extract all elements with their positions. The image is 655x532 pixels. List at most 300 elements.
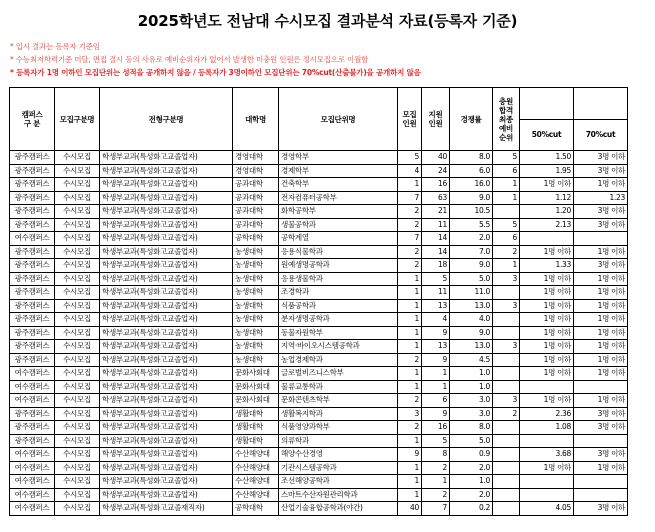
cell-cut70 xyxy=(574,475,628,489)
cell-unit: 의류학과 xyxy=(279,434,398,448)
cell-cut70: 3명 이하 xyxy=(574,421,628,435)
cell-cut50: 1명 이하 xyxy=(520,340,574,354)
cell-unit: 기관시스템공학과 xyxy=(279,461,398,475)
cell-quota: 2 xyxy=(398,421,422,435)
cell-admission: 학생부교과(특성화고교졸업자) xyxy=(100,461,233,475)
cell-campus: 여수캠퍼스 xyxy=(10,380,55,394)
cell-applicants: 13 xyxy=(422,299,450,313)
cell-waitlist: 3 xyxy=(493,340,520,354)
cell-cut70 xyxy=(574,434,628,448)
cell-type: 수시모집 xyxy=(55,191,100,205)
cell-campus: 여수캠퍼스 xyxy=(10,394,55,408)
cell-cut70: 1명 이하 xyxy=(574,326,628,340)
header-ratio: 경쟁률 xyxy=(450,88,493,151)
cell-cut70: 1명 이하 xyxy=(574,461,628,475)
cell-type: 수시모집 xyxy=(55,178,100,192)
cell-waitlist: 2 xyxy=(493,245,520,259)
note-registrant-basis: * 입시 결과는 등록자 기준임 xyxy=(10,42,100,51)
cell-quota: 9 xyxy=(398,448,422,462)
cell-ratio: 1.0 xyxy=(450,380,493,394)
cell-ratio: 11.0 xyxy=(450,286,493,300)
cell-waitlist: 3 xyxy=(493,299,520,313)
cell-ratio: 5.0 xyxy=(450,434,493,448)
cell-unit: 농업경제학과 xyxy=(279,353,398,367)
cell-unit: 산업기술융합공학과(야간) xyxy=(279,502,398,516)
table-row xyxy=(10,232,628,246)
cell-college: 공과대학 xyxy=(233,218,279,232)
cell-cut70: 1명 이하 xyxy=(574,178,628,192)
cell-college: 경영대학 xyxy=(233,151,279,165)
cell-cut70: 3명 이하 xyxy=(574,164,628,178)
table-row xyxy=(10,151,628,165)
cell-cut70 xyxy=(574,232,628,246)
cell-quota: 1 xyxy=(398,367,422,381)
cell-quota: 2 xyxy=(398,394,422,408)
cell-quota: 1 xyxy=(398,488,422,502)
cell-unit: 원예생명공학과 xyxy=(279,259,398,273)
cell-applicants: 63 xyxy=(422,191,450,205)
cell-cut50: 1명 이하 xyxy=(520,299,574,313)
cell-applicants: 13 xyxy=(422,340,450,354)
cell-waitlist xyxy=(493,421,520,435)
cell-admission: 학생부교과(특성화고교졸업자) xyxy=(100,475,233,489)
cell-ratio: 8.0 xyxy=(450,151,493,165)
cell-admission: 학생부교과(특성화고교졸업자) xyxy=(100,326,233,340)
cell-cut70: 3명 이하 xyxy=(574,259,628,273)
table-row xyxy=(10,178,628,192)
cell-campus: 광주캠퍼스 xyxy=(10,164,55,178)
cell-admission: 학생부교과(특성화고교졸업자) xyxy=(100,488,233,502)
cell-applicants: 5 xyxy=(422,272,450,286)
header-campus: 캠퍼스 구 분 xyxy=(10,88,55,151)
cell-waitlist xyxy=(493,488,520,502)
cell-unit: 조선해양공학과 xyxy=(279,475,398,489)
cell-admission: 학생부교과(특성화고교졸업자) xyxy=(100,205,233,219)
cell-ratio: 9.0 xyxy=(450,191,493,205)
cell-campus: 광주캠퍼스 xyxy=(10,218,55,232)
header-applicants: 지원 인원 xyxy=(422,88,450,151)
cell-cut50: 2.36 xyxy=(520,407,574,421)
cell-type: 수시모집 xyxy=(55,205,100,219)
cell-applicants: 4 xyxy=(422,313,450,327)
table-row xyxy=(10,434,628,448)
cell-cut50: 1명 이하 xyxy=(520,286,574,300)
cell-quota: 1 xyxy=(398,380,422,394)
cell-college: 공과대학 xyxy=(233,205,279,219)
cell-cut70: 3명 이하 xyxy=(574,151,628,165)
header-cut-group xyxy=(520,88,574,120)
cell-admission: 학생부교과(특성화고교졸업자) xyxy=(100,367,233,381)
cell-cut70: 1.23 xyxy=(574,191,628,205)
cell-cut50: 1명 이하 xyxy=(520,394,574,408)
cell-cut70: 1명 이하 xyxy=(574,313,628,327)
cell-type: 수시모집 xyxy=(55,245,100,259)
cell-ratio: 9.0 xyxy=(450,259,493,273)
cell-college: 공과대학 xyxy=(233,191,279,205)
cell-type: 수시모집 xyxy=(55,380,100,394)
cell-college: 공학대학 xyxy=(233,502,279,516)
cell-type: 수시모집 xyxy=(55,272,100,286)
table-row xyxy=(10,394,628,408)
page-title: 2025학년도 전남대 수시모집 결과분석 자료(등록자 기준) xyxy=(137,12,518,30)
cell-campus: 광주캠퍼스 xyxy=(10,407,55,421)
cell-type: 수시모집 xyxy=(55,475,100,489)
cell-campus: 광주캠퍼스 xyxy=(10,178,55,192)
cell-applicants: 7 xyxy=(422,502,450,516)
cell-campus: 여수캠퍼스 xyxy=(10,461,55,475)
table-row xyxy=(10,340,628,354)
cell-waitlist: 3 xyxy=(493,272,520,286)
cell-unit: 분자생명공학과 xyxy=(279,313,398,327)
table-row xyxy=(10,488,628,502)
cell-type: 수시모집 xyxy=(55,353,100,367)
cell-applicants: 6 xyxy=(422,394,450,408)
cell-admission: 학생부교과(특성화고교졸업자) xyxy=(100,232,233,246)
cell-applicants: 5 xyxy=(422,434,450,448)
cell-type: 수시모집 xyxy=(55,448,100,462)
cell-unit: 스마트수산자원관리학과 xyxy=(279,488,398,502)
cell-applicants: 1 xyxy=(422,475,450,489)
cell-ratio: 5.5 xyxy=(450,218,493,232)
cell-quota: 3 xyxy=(398,407,422,421)
cell-quota: 7 xyxy=(398,191,422,205)
cell-admission: 학생부교과(특성화고교졸업자) xyxy=(100,191,233,205)
cell-college: 생활대학 xyxy=(233,407,279,421)
table-row xyxy=(10,286,628,300)
cell-cut50: 1명 이하 xyxy=(520,461,574,475)
cell-waitlist xyxy=(493,367,520,381)
cell-waitlist xyxy=(493,353,520,367)
cell-unit: 경제학부 xyxy=(279,164,398,178)
table-row xyxy=(10,218,628,232)
cell-campus: 광주캠퍼스 xyxy=(10,299,55,313)
cell-unit: 물류교통학과 xyxy=(279,380,398,394)
cell-admission: 학생부교과(특성화고교졸업자) xyxy=(100,164,233,178)
cell-campus: 광주캠퍼스 xyxy=(10,434,55,448)
cell-ratio: 10.5 xyxy=(450,205,493,219)
table-row xyxy=(10,272,628,286)
cell-quota: 1 xyxy=(398,434,422,448)
cell-ratio: 1.0 xyxy=(450,475,493,489)
cell-admission: 학생부교과(특성화고교졸업자) xyxy=(100,353,233,367)
cell-campus: 광주캠퍼스 xyxy=(10,421,55,435)
cell-cut50 xyxy=(520,380,574,394)
cell-college: 수산해양대 xyxy=(233,461,279,475)
cell-cut50: 1.20 xyxy=(520,205,574,219)
cell-quota: 1 xyxy=(398,326,422,340)
cell-cut70: 1명 이하 xyxy=(574,299,628,313)
cell-ratio: 13.0 xyxy=(450,299,493,313)
cell-campus: 광주캠퍼스 xyxy=(10,286,55,300)
cell-type: 수시모집 xyxy=(55,326,100,340)
cell-unit: 화학공학부 xyxy=(279,205,398,219)
results-body xyxy=(10,151,628,516)
cell-unit: 생물공학과 xyxy=(279,218,398,232)
table-row xyxy=(10,353,628,367)
cell-ratio: 0.2 xyxy=(450,502,493,516)
cell-ratio: 13.0 xyxy=(450,340,493,354)
cell-applicants: 11 xyxy=(422,286,450,300)
cell-quota: 40 xyxy=(398,502,422,516)
cell-unit: 해양수산경영 xyxy=(279,448,398,462)
cell-type: 수시모집 xyxy=(55,232,100,246)
cell-waitlist xyxy=(493,326,520,340)
cell-applicants: 8 xyxy=(422,448,450,462)
cell-type: 수시모집 xyxy=(55,407,100,421)
cell-cut70 xyxy=(574,380,628,394)
header-cut50: 50%cut xyxy=(520,119,574,151)
table-row xyxy=(10,259,628,273)
cell-campus: 광주캠퍼스 xyxy=(10,353,55,367)
table-row xyxy=(10,502,628,516)
cell-cut50: 4.05 xyxy=(520,502,574,516)
header-unit: 모집단위명 xyxy=(279,88,398,151)
table-row xyxy=(10,448,628,462)
cell-unit: 식품공학과 xyxy=(279,299,398,313)
cell-college: 생활대학 xyxy=(233,421,279,435)
cell-waitlist xyxy=(493,475,520,489)
cell-admission: 학생부교과(특성화고교졸업자) xyxy=(100,340,233,354)
cell-campus: 광주캠퍼스 xyxy=(10,272,55,286)
cell-campus: 광주캠퍼스 xyxy=(10,151,55,165)
cell-type: 수시모집 xyxy=(55,367,100,381)
cell-cut70: 1명 이하 xyxy=(574,272,628,286)
cell-unit: 응용생물학과 xyxy=(279,272,398,286)
cell-cut70: 3명 이하 xyxy=(574,218,628,232)
cell-applicants: 14 xyxy=(422,232,450,246)
cell-cut50: 1명 이하 xyxy=(520,326,574,340)
cell-waitlist: 6 xyxy=(493,232,520,246)
cell-quota: 1 xyxy=(398,461,422,475)
cell-applicants: 18 xyxy=(422,259,450,273)
table-row xyxy=(10,191,628,205)
table-row xyxy=(10,313,628,327)
cell-cut50: 3.68 xyxy=(520,448,574,462)
cell-waitlist: 5 xyxy=(493,151,520,165)
cell-applicants: 16 xyxy=(422,421,450,435)
cell-cut50: 1명 이하 xyxy=(520,367,574,381)
cell-campus: 여수캠퍼스 xyxy=(10,488,55,502)
cell-type: 수시모집 xyxy=(55,502,100,516)
table-row xyxy=(10,205,628,219)
cell-waitlist xyxy=(493,205,520,219)
cell-type: 수시모집 xyxy=(55,164,100,178)
cell-applicants: 24 xyxy=(422,164,450,178)
cell-waitlist: 2 xyxy=(493,407,520,421)
cell-campus: 광주캠퍼스 xyxy=(10,191,55,205)
cell-unit: 문화콘텐츠학부 xyxy=(279,394,398,408)
header-type: 모집구분명 xyxy=(55,88,100,151)
note-disclosure-policy: * 등록자가 1명 이하인 모집단위는 성적을 공개하지 않음 / 등록자가 3명이하인 모집단위는 70%cut(산출불가)을 공개하지 않음 xyxy=(10,68,421,77)
cell-waitlist: 1 xyxy=(493,178,520,192)
cell-cut70: 3명 이하 xyxy=(574,448,628,462)
table-row xyxy=(10,367,628,381)
cell-college: 수산해양대 xyxy=(233,475,279,489)
cell-college: 농생대학 xyxy=(233,272,279,286)
cell-college: 수산해양대 xyxy=(233,448,279,462)
cell-waitlist xyxy=(493,286,520,300)
cell-cut70: 3명 이하 xyxy=(574,205,628,219)
cell-unit: 전자컴퓨터공학부 xyxy=(279,191,398,205)
cell-quota: 2 xyxy=(398,353,422,367)
cell-applicants: 9 xyxy=(422,353,450,367)
cell-admission: 학생부교과(특성화고교졸업자) xyxy=(100,259,233,273)
cell-cut50: 1명 이하 xyxy=(520,313,574,327)
cell-cut50: 1.33 xyxy=(520,259,574,273)
cell-cut50 xyxy=(520,475,574,489)
cell-waitlist: 1 xyxy=(493,259,520,273)
cell-unit: 동물자원학부 xyxy=(279,326,398,340)
cell-applicants: 21 xyxy=(422,205,450,219)
cell-college: 문화사회대 xyxy=(233,380,279,394)
cell-applicants: 14 xyxy=(422,245,450,259)
cell-quota: 5 xyxy=(398,151,422,165)
header-college: 대학명 xyxy=(233,88,279,151)
header-admission: 전형구분명 xyxy=(100,88,233,151)
cell-admission: 학생부교과(특성화고교졸업자) xyxy=(100,448,233,462)
cell-ratio: 3.0 xyxy=(450,394,493,408)
cell-campus: 광주캠퍼스 xyxy=(10,326,55,340)
cell-college: 공과대학 xyxy=(233,178,279,192)
cell-applicants: 9 xyxy=(422,407,450,421)
cell-ratio: 0.9 xyxy=(450,448,493,462)
cell-college: 생활대학 xyxy=(233,434,279,448)
cell-campus: 여수캠퍼스 xyxy=(10,502,55,516)
cell-college: 문화사회대 xyxy=(233,367,279,381)
cell-admission: 학생부교과(특성화고교졸업자) xyxy=(100,218,233,232)
cell-college: 농생대학 xyxy=(233,286,279,300)
cell-admission: 학생부교과(특성화고교졸재직자) xyxy=(100,502,233,516)
cell-college: 농생대학 xyxy=(233,313,279,327)
cell-cut70: 1명 이하 xyxy=(574,286,628,300)
cell-cut70: 1명 이하 xyxy=(574,367,628,381)
cell-unit: 경영학부 xyxy=(279,151,398,165)
cell-admission: 학생부교과(특성화고교졸업자) xyxy=(100,286,233,300)
cell-ratio: 2.0 xyxy=(450,232,493,246)
cell-cut50: 1.12 xyxy=(520,191,574,205)
cell-cut70: 3명 이하 xyxy=(574,407,628,421)
cell-unit: 응용식물학과 xyxy=(279,245,398,259)
cell-quota: 1 xyxy=(398,340,422,354)
cell-type: 수시모집 xyxy=(55,461,100,475)
cell-ratio: 16.0 xyxy=(450,178,493,192)
cell-ratio: 4.0 xyxy=(450,313,493,327)
cell-type: 수시모집 xyxy=(55,488,100,502)
cell-cut50 xyxy=(520,232,574,246)
cell-applicants: 16 xyxy=(422,178,450,192)
cell-campus: 광주캠퍼스 xyxy=(10,205,55,219)
cell-cut50 xyxy=(520,488,574,502)
cell-applicants: 9 xyxy=(422,326,450,340)
cell-cut50 xyxy=(520,434,574,448)
cell-cut50: 2.13 xyxy=(520,218,574,232)
cell-quota: 2 xyxy=(398,218,422,232)
cell-campus: 여수캠퍼스 xyxy=(10,448,55,462)
cell-campus: 광주캠퍼스 xyxy=(10,313,55,327)
cell-cut70: 1명 이하 xyxy=(574,245,628,259)
cell-quota: 2 xyxy=(398,205,422,219)
cell-admission: 학생부교과(특성화고교졸업자) xyxy=(100,407,233,421)
cell-admission: 학생부교과(특성화고교졸업자) xyxy=(100,380,233,394)
cell-type: 수시모집 xyxy=(55,394,100,408)
cell-cut50: 1.50 xyxy=(520,151,574,165)
cell-unit: 지역·바이오시스템공학과 xyxy=(279,340,398,354)
cell-type: 수시모집 xyxy=(55,299,100,313)
cell-ratio: 2.0 xyxy=(450,488,493,502)
cell-quota: 1 xyxy=(398,286,422,300)
cell-unit: 조경학과 xyxy=(279,286,398,300)
header-quota: 모집 인원 xyxy=(398,88,422,151)
cell-admission: 학생부교과(특성화고교졸업자) xyxy=(100,421,233,435)
cell-quota: 1 xyxy=(398,272,422,286)
cell-waitlist xyxy=(493,313,520,327)
cell-type: 수시모집 xyxy=(55,340,100,354)
cell-unit: 생활복지학과 xyxy=(279,407,398,421)
cell-college: 농생대학 xyxy=(233,326,279,340)
cell-cut50: 1명 이하 xyxy=(520,245,574,259)
cell-waitlist: 6 xyxy=(493,164,520,178)
cell-cut50: 1.08 xyxy=(520,421,574,435)
note-unfilled-carryover: * 수능최저학력기준 미달, 면접 결시 등의 사유로 예비순위자가 없어서 발생한 미충원 인원은 정시모집으로 이월함 xyxy=(10,55,369,64)
cell-cut70 xyxy=(574,488,628,502)
cell-ratio: 9.0 xyxy=(450,326,493,340)
cell-campus: 광주캠퍼스 xyxy=(10,259,55,273)
cell-waitlist: 3 xyxy=(493,394,520,408)
cell-campus: 광주캠퍼스 xyxy=(10,245,55,259)
cell-cut70: 3명 이하 xyxy=(574,502,628,516)
table-row xyxy=(10,299,628,313)
cell-college: 경영대학 xyxy=(233,164,279,178)
cell-type: 수시모집 xyxy=(55,421,100,435)
cell-waitlist: 5 xyxy=(493,218,520,232)
cell-applicants: 2 xyxy=(422,461,450,475)
cell-waitlist: 1 xyxy=(493,191,520,205)
cell-applicants: 1 xyxy=(422,367,450,381)
cell-ratio: 6.0 xyxy=(450,164,493,178)
table-row xyxy=(10,421,628,435)
cell-cut50: 1명 이하 xyxy=(520,353,574,367)
cell-cut70: 1명 이하 xyxy=(574,353,628,367)
cell-applicants: 40 xyxy=(422,151,450,165)
cell-waitlist xyxy=(493,502,520,516)
cell-quota: 2 xyxy=(398,245,422,259)
cell-cut50: 1명 이하 xyxy=(520,178,574,192)
cell-waitlist xyxy=(493,448,520,462)
cell-applicants: 11 xyxy=(422,218,450,232)
cell-unit: 식품영양과학부 xyxy=(279,421,398,435)
cell-quota: 1 xyxy=(398,178,422,192)
cell-type: 수시모집 xyxy=(55,218,100,232)
cell-ratio: 3.0 xyxy=(450,407,493,421)
cell-type: 수시모집 xyxy=(55,259,100,273)
cell-type: 수시모집 xyxy=(55,286,100,300)
cell-admission: 학생부교과(특성화고교졸업자) xyxy=(100,299,233,313)
cell-quota: 4 xyxy=(398,164,422,178)
cell-college: 농생대학 xyxy=(233,259,279,273)
cell-applicants: 1 xyxy=(422,380,450,394)
cell-campus: 여수캠퍼스 xyxy=(10,232,55,246)
table-row xyxy=(10,380,628,394)
cell-quota: 1 xyxy=(398,299,422,313)
cell-admission: 학생부교과(특성화고교졸업자) xyxy=(100,178,233,192)
cell-ratio: 1.0 xyxy=(450,367,493,381)
cell-ratio: 8.0 xyxy=(450,421,493,435)
cell-college: 문화사회대 xyxy=(233,394,279,408)
cell-admission: 학생부교과(특성화고교졸업자) xyxy=(100,434,233,448)
cell-quota: 1 xyxy=(398,313,422,327)
cell-college: 수산해양대 xyxy=(233,488,279,502)
results-table xyxy=(9,87,628,516)
